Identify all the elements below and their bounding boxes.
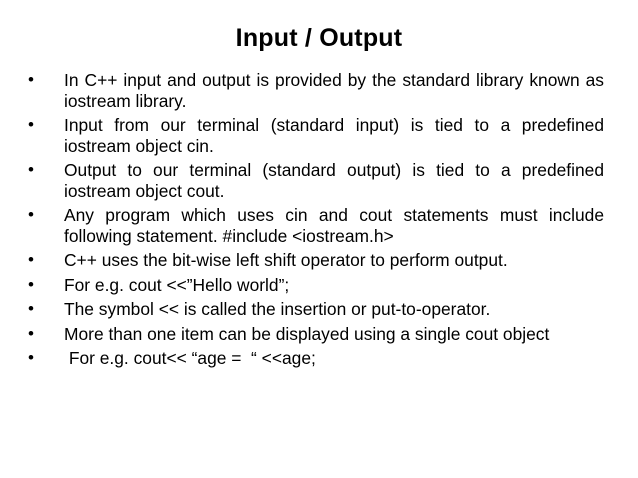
bullet-item [28, 299, 604, 320]
bullet-dot-icon: • [28, 160, 34, 179]
bullet-text: C++ uses the bit-wise left shift operator to perform output. [64, 250, 508, 270]
bullet-text: The symbol << is called the insertion or put-to-operator. [64, 299, 491, 319]
bullet-item [28, 275, 604, 296]
bullet-text: In C++ input and output is provided by the standard library known as iostream library. [64, 70, 604, 111]
slide-title: Input / Output [235, 24, 403, 52]
bullet-text: Output to our terminal (standard output) is tied to a predefined iostream object cout. [64, 160, 604, 201]
bullet-item [28, 348, 604, 369]
bullet-dot-icon: • [28, 299, 34, 318]
bullet-item [28, 205, 604, 246]
bullet-dot-icon: • [28, 348, 34, 367]
bullet-text: For e.g. cout<< “age = “ <<age; [64, 348, 316, 368]
bullet-item [28, 70, 604, 111]
bullet-dot-icon: • [28, 323, 34, 343]
bullet-dot-icon: • [28, 274, 34, 294]
bullet-text: For e.g. cout <<”Hello world”; [64, 274, 290, 295]
bullet-text: Input from our terminal (standard input) is tied to a predefined iostream object cin. [64, 115, 604, 156]
bullet-dot-icon: • [28, 250, 34, 269]
bullet-item [28, 324, 604, 345]
bullet-dot-icon: • [28, 205, 34, 224]
bullet-text: More than one item can be displayed using a single cout object [64, 323, 550, 344]
bullet-dot-icon: • [28, 70, 34, 89]
bullet-dot-icon: • [28, 115, 34, 134]
bullet-item [28, 250, 604, 271]
bullet-text: Any program which uses cin and cout statements must include following statement. #include <iostream.h> [64, 205, 604, 246]
bullet-list [28, 70, 604, 373]
bullet-item [28, 160, 604, 201]
bullet-item [28, 115, 604, 156]
